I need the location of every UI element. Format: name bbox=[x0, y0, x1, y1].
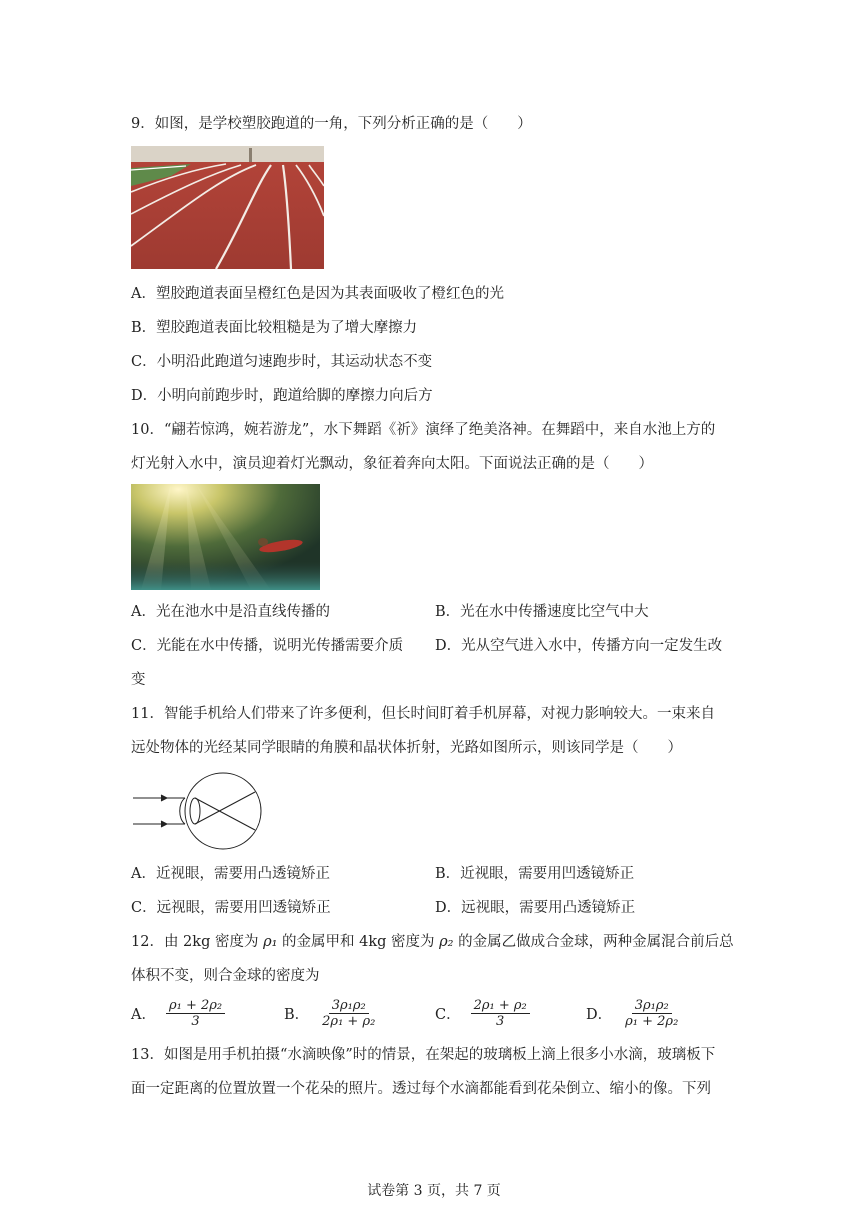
q12-option-b bbox=[284, 998, 378, 1029]
q12-stem-line2: 体积不变，则合金球的密度为 bbox=[131, 968, 320, 984]
eye-diagram bbox=[131, 770, 266, 852]
q11-option-d: D．远视眼，需要用凸透镜矫正 bbox=[435, 900, 636, 916]
fraction bbox=[622, 998, 681, 1029]
q10-option-b: B．光在水中传播速度比空气中大 bbox=[435, 604, 649, 620]
fraction bbox=[166, 998, 225, 1029]
q12-option-c bbox=[435, 998, 530, 1029]
option-label: C． bbox=[435, 1007, 461, 1023]
option-label: D． bbox=[586, 1007, 613, 1023]
q13-stem-line1: 13．如图是用手机拍摄“水滴映像”时的情景，在架起的玻璃板上滴上很多小水滴，玻璃板下 bbox=[131, 1047, 716, 1063]
q10-option-c: C．光能在水中传播，说明光传播需要介质 bbox=[131, 638, 404, 654]
running-track-photo bbox=[131, 146, 324, 269]
q12-text-a: 12．由 2kg 密度为 bbox=[131, 934, 264, 950]
numerator: 2ρ₁ + ρ₂ bbox=[471, 998, 530, 1014]
q11-stem-line1: 11．智能手机给人们带来了许多便利，但长时间盯着手机屏幕，对视力影响较大。一束来自 bbox=[131, 706, 715, 722]
q9-option-b: B．塑胶跑道表面比较粗糙是为了增大摩擦力 bbox=[131, 320, 418, 336]
option-label: A． bbox=[131, 1007, 156, 1023]
fraction bbox=[319, 998, 378, 1029]
q12-stem-line1 bbox=[131, 932, 734, 952]
q10-stem-line2: 灯光射入水中，演员迎着灯光飘动，象征着奔向太阳。下面说法正确的是（ ） bbox=[131, 456, 653, 472]
q9-option-d: D．小明向前跑步时，跑道给脚的摩擦力向后方 bbox=[131, 388, 433, 404]
q11-stem-line2: 远处物体的光经某同学眼睛的角膜和晶状体折射，光路如图所示，则该同学是（ ） bbox=[131, 740, 682, 756]
q9-stem: 9．如图，是学校塑胶跑道的一角，下列分析正确的是（ ） bbox=[131, 116, 532, 132]
q12-text-b: 的金属甲和 4kg 密度为 bbox=[277, 934, 440, 950]
q10-stem-line1: 10．“翩若惊鸿，婉若游龙”，水下舞蹈《祈》演绎了绝美洛神。在舞蹈中，来自水池上方的 bbox=[131, 422, 716, 438]
q10-option-a: A．光在池水中是沿直线传播的 bbox=[131, 604, 330, 620]
denominator: 3 bbox=[191, 1014, 200, 1029]
q12-option-a bbox=[131, 998, 225, 1029]
numerator: ρ₁ + 2ρ₂ bbox=[166, 998, 225, 1014]
denominator: 3 bbox=[496, 1014, 505, 1029]
numerator: 3ρ₁ρ₂ bbox=[632, 998, 672, 1014]
numerator: 3ρ₁ρ₂ bbox=[329, 998, 369, 1014]
q11-option-c: C．远视眼，需要用凹透镜矫正 bbox=[131, 900, 331, 916]
option-label: B． bbox=[284, 1007, 310, 1023]
denominator: ρ₁ + 2ρ₂ bbox=[625, 1014, 679, 1029]
fraction bbox=[471, 998, 530, 1029]
page-footer: 试卷第 3 页，共 7 页 bbox=[367, 1183, 501, 1199]
q11-option-a: A．近视眼，需要用凸透镜矫正 bbox=[131, 866, 330, 882]
denominator: 2ρ₁ + ρ₂ bbox=[322, 1014, 376, 1029]
q12-option-d bbox=[586, 998, 681, 1029]
q9-option-a: A．塑胶跑道表面呈橙红色是因为其表面吸收了橙红色的光 bbox=[131, 286, 504, 302]
q10-option-d-wrap: 变 bbox=[131, 672, 146, 688]
underwater-dance-photo bbox=[131, 484, 320, 590]
q10-option-d: D．光从空气进入水中，传播方向一定发生改 bbox=[435, 638, 723, 654]
rho1-symbol: ρ₁ bbox=[263, 934, 278, 950]
q12-text-c: 的金属乙做成合金球，两种金属混合前后总 bbox=[453, 934, 734, 950]
q9-option-c: C．小明沿此跑道匀速跑步时，其运动状态不变 bbox=[131, 354, 433, 370]
rho2-symbol: ρ₂ bbox=[439, 934, 454, 950]
q11-option-b: B．近视眼，需要用凹透镜矫正 bbox=[435, 866, 635, 882]
q13-stem-line2: 面一定距离的位置放置一个花朵的照片。透过每个水滴都能看到花朵倒立、缩小的像。下列 bbox=[131, 1081, 711, 1097]
